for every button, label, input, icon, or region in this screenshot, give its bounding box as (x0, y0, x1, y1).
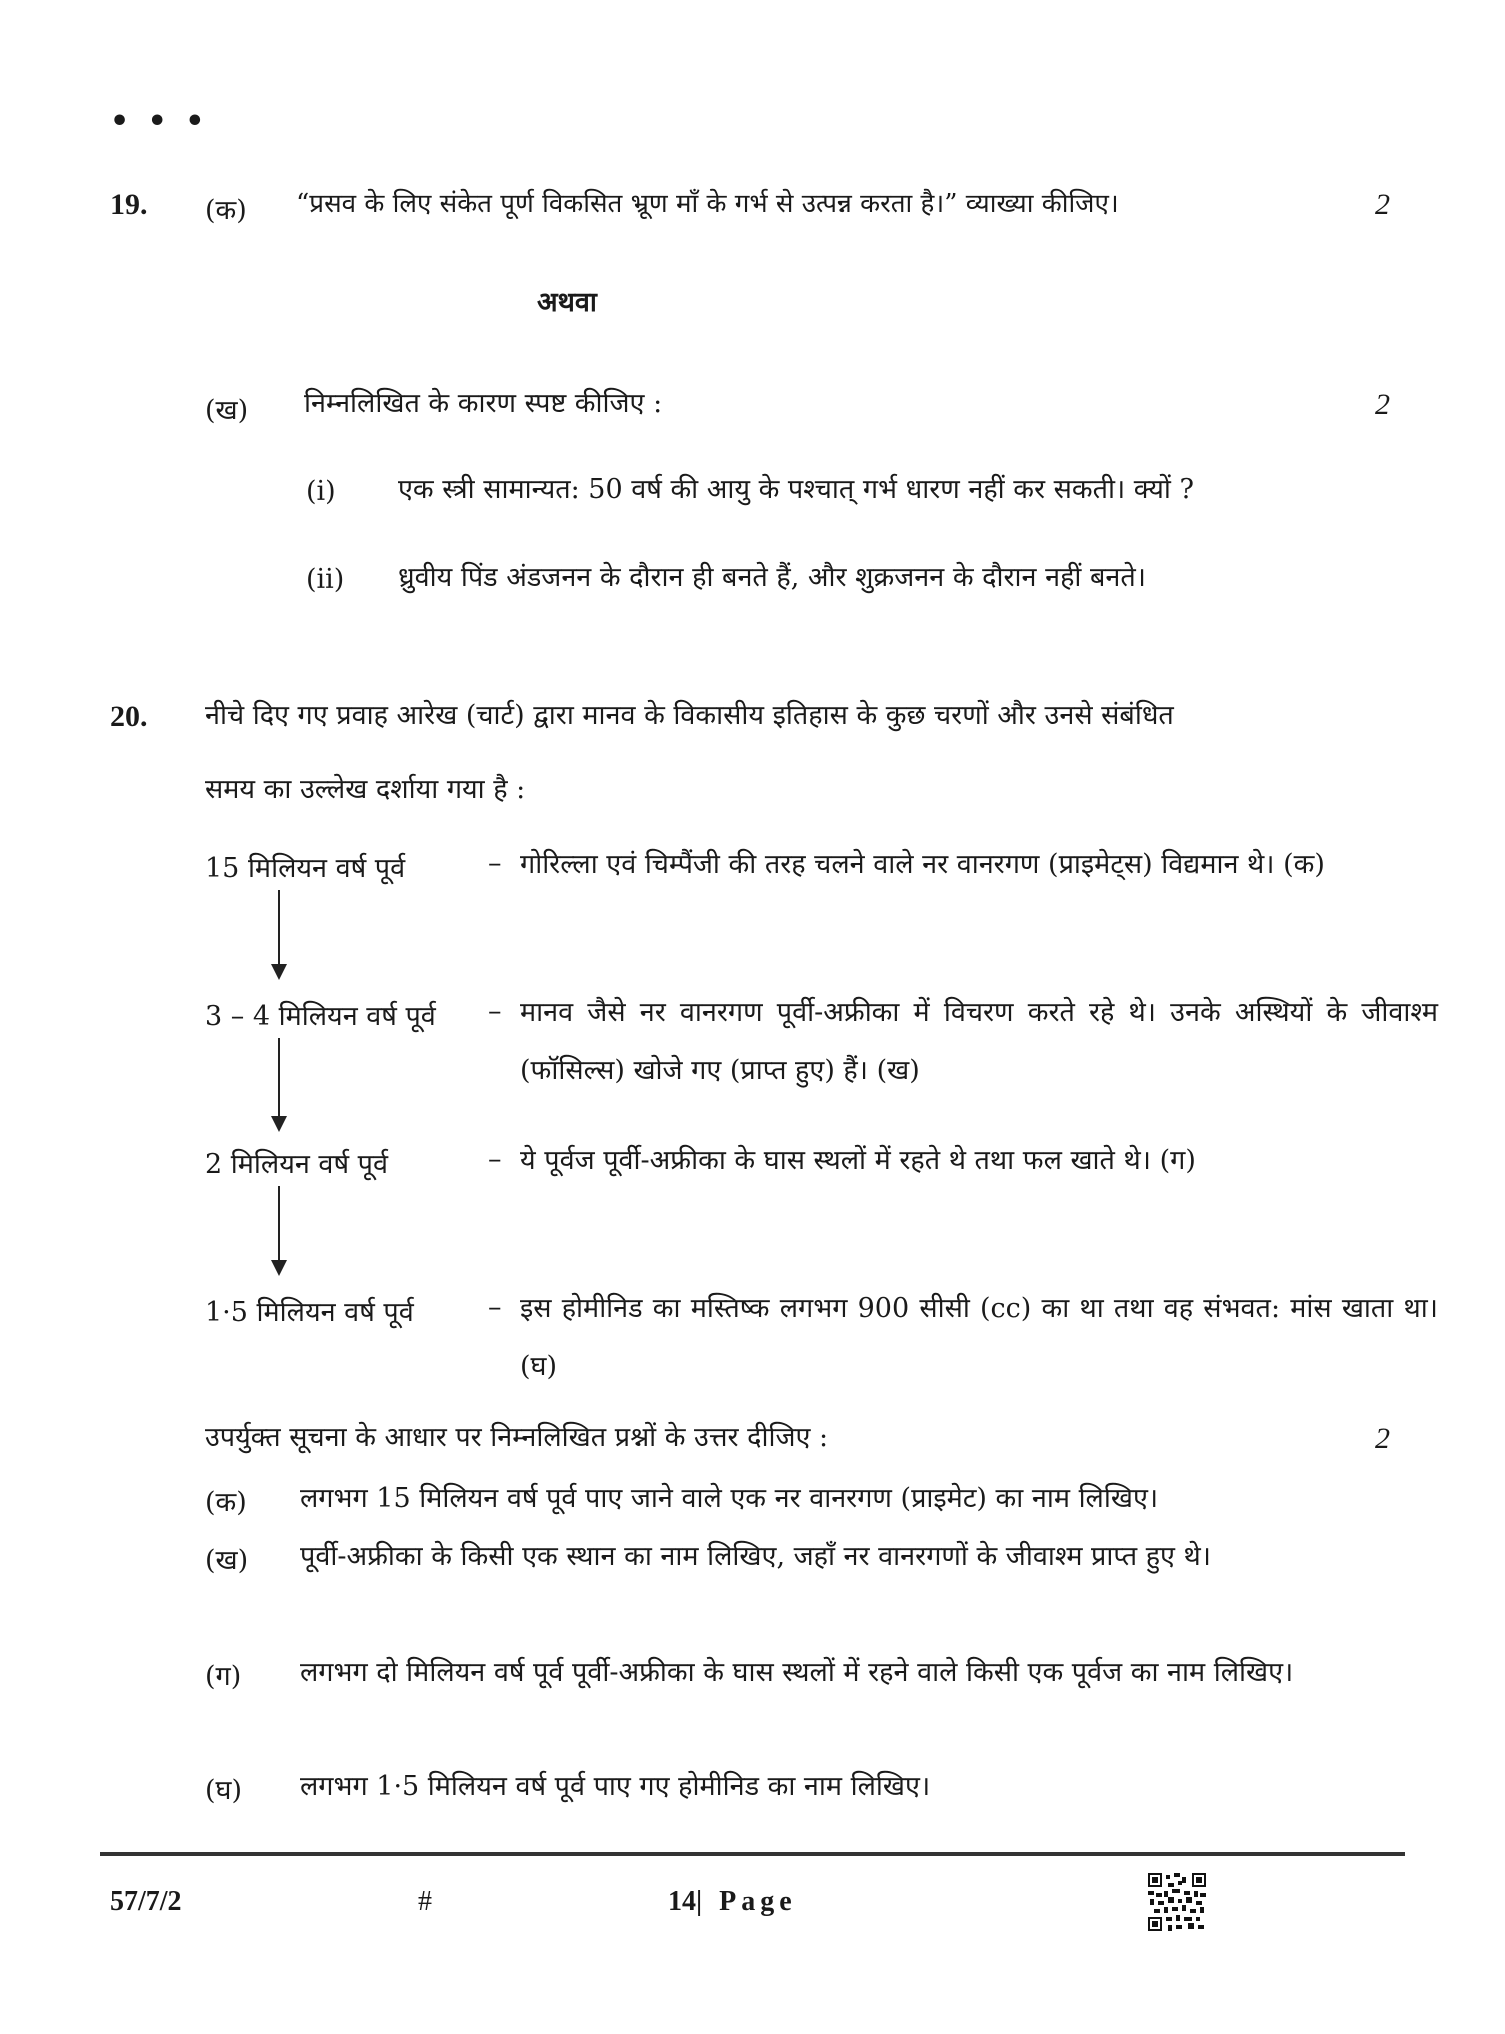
page-indicator (668, 1886, 797, 1918)
q19-part-b-label: (ख) (205, 395, 249, 426)
q19-b-item-ii-label: (ii) (306, 564, 345, 595)
flow-time-3-4m: 3 – 4 मिलियन वर्ष पूर्व (205, 1001, 436, 1032)
flow-desc-3-4m: मानव जैसे नर वानरगण पूर्वी-अफ्रीका में विचरण करते रहे थे। उनके अस्थियों के जीवाश्म (फॉसिल्स) खोजे गए (प्राप्त हुए) हैं। (ख) (520, 997, 1438, 1086)
flow-arrow-down-icon (278, 890, 280, 978)
q20-intro-line-2: समय का उल्लेख दर्शाया गया है : (205, 774, 526, 805)
hash-mark: # (418, 1886, 432, 1917)
flow-arrow-down-icon (278, 1186, 280, 1274)
q20-sub-d-text: लगभग 1·5 मिलियन वर्ष पूर्व पाए गए होमीनिड का नाम लिखिए। (300, 1771, 931, 1802)
flow-time-2m: 2 मिलियन वर्ष पूर्व (205, 1149, 388, 1180)
q20-intro-line-1: नीचे दिए गए प्रवाह आरेख (चार्ट) द्वारा मानव के विकासीय इतिहास के कुछ चरणों और उनसे संबंधित (205, 700, 1174, 731)
flow-arrow-down-icon (278, 1038, 280, 1130)
question-19-number: 19. (110, 188, 148, 221)
q20-sub-d-label: (घ) (205, 1775, 243, 1806)
q20-prompt: उपर्युक्त सूचना के आधार पर निम्नलिखित प्रश्नों के उत्तर दीजिए : (205, 1422, 829, 1453)
q19-part-a-marks: 2 (1375, 188, 1390, 221)
q19-part-b-text: निम्नलिखित के कारण स्पष्ट कीजिए : (304, 388, 663, 419)
q19-part-a-text: “प्रसव के लिए संकेत पूर्ण विकसित भ्रूण माँ के गर्भ से उत्पन्न करता है।” व्याख्या कीजिए। (296, 189, 1119, 219)
q19-b-item-i-text: एक स्त्री सामान्यत: 50 वर्ष की आयु के पश्चात् गर्भ धारण नहीं कर सकती। क्यों ? (398, 474, 1194, 505)
q20-sub-b-text: पूर्वी-अफ्रीका के किसी एक स्थान का नाम लिखिए, जहाँ नर वानरगणों के जीवाश्म प्राप्त हुए थे। (300, 1541, 1212, 1572)
q20-sub-c-label: (ग) (205, 1661, 242, 1692)
flow-desc-2m: ये पूर्वज पूर्वी-अफ्रीका के घास स्थलों में रहते थे तथा फल खाते थे। (ग) (520, 1145, 1196, 1176)
question-20-number: 20. (110, 700, 148, 733)
footer-rule (100, 1852, 1405, 1856)
q20-sub-a-text: लगभग 15 मिलियन वर्ष पूर्व पाए जाने वाले एक नर वानरगण (प्राइमेट) का नाम लिखिए। (300, 1483, 1159, 1514)
q20-sub-b-label: (ख) (205, 1545, 249, 1576)
page-label: | Page (696, 1886, 797, 1917)
or-separator: अथवा (537, 287, 597, 318)
flow-desc-15m: गोरिल्ला एवं चिम्पैंजी की तरह चलने वाले नर वानरगण (प्राइमेट्स) विद्यमान थे। (क) (520, 849, 1325, 880)
page-number: 14 (668, 1886, 696, 1917)
flow-dash: – (488, 1144, 502, 1175)
q19-part-b-marks: 2 (1375, 388, 1390, 421)
q20-marks: 2 (1375, 1422, 1390, 1455)
q20-sub-a-label: (क) (205, 1487, 247, 1518)
q20-sub-c-text: लगभग दो मिलियन वर्ष पूर्व पूर्वी-अफ्रीका के घास स्थलों में रहने वाले किसी एक पूर्वज का नाम लिखिए। (300, 1657, 1294, 1688)
flow-dash: – (488, 996, 502, 1027)
flow-dash: – (488, 1292, 502, 1323)
flow-time-15m: 15 मिलियन वर्ष पूर्व (205, 853, 406, 884)
flow-dash: – (488, 848, 502, 879)
q19-b-item-ii-text: ध्रुवीय पिंड अंडजनन के दौरान ही बनते हैं, और शुक्रजनन के दौरान नहीं बनते। (398, 562, 1147, 593)
paper-code: 57/7/2 (110, 1886, 182, 1917)
continuation-marker: • • • (110, 104, 209, 139)
flow-desc-1-5m: इस होमीनिड का मस्तिष्क लगभग 900 सीसी (cc) का था तथा वह संभवत: मांस खाता था। (घ) (520, 1293, 1438, 1382)
flow-time-1-5m: 1·5 मिलियन वर्ष पूर्व (205, 1297, 414, 1328)
q19-b-item-i-label: (i) (306, 476, 336, 507)
q19-part-a-label: (क) (205, 195, 247, 226)
qr-code-icon (1148, 1873, 1206, 1931)
